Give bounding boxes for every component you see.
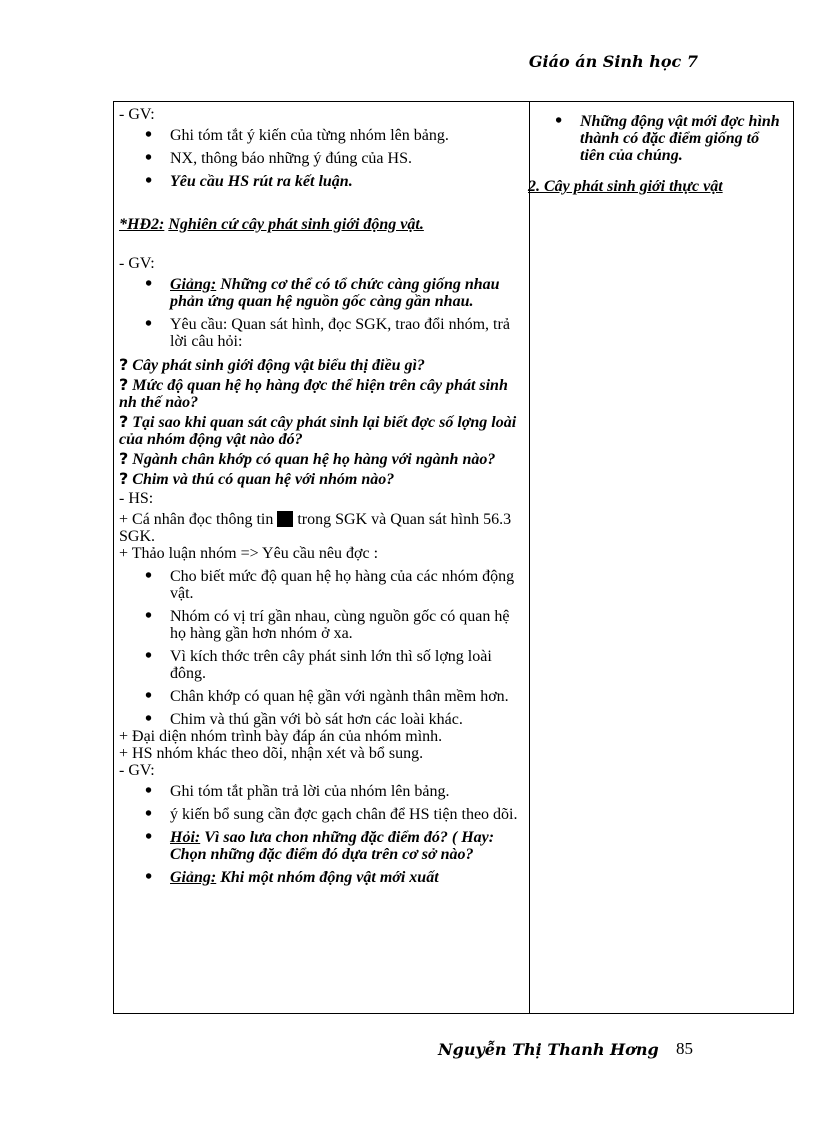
gv3-item: • Ghi tóm tắt phần trả lời của nhóm lên bảng.	[145, 783, 524, 800]
author-name: Nguyễn Thị Thanh Hơng	[438, 1040, 659, 1059]
hs-item: • Vì kích thớc trên cây phát sinh lớn thì số lợng loài đông.	[145, 648, 524, 682]
activities-column	[119, 106, 524, 892]
page-number: 85	[676, 1039, 693, 1058]
hd2-title: Nghiên cứ cây phát sinh giới động vật.	[168, 216, 424, 233]
hs-item: • Chim và thú gần với bò sát hơn các loài khác.	[145, 711, 524, 728]
giang-text-2: Khi một nhóm động vật mới xuất	[216, 869, 439, 886]
question: ? Chim và thú có quan hệ với nhóm nào?	[119, 469, 395, 488]
gv2-list	[119, 276, 524, 350]
hoi-label: Hỏi:	[170, 829, 201, 846]
hs-line-3: + Đại diện nhóm trình bày đáp án của nhóm mình.	[119, 728, 443, 745]
giang-label-2: Giảng:	[170, 869, 217, 886]
gv3-item: • ý kiến bổ sung cần đợc gạch chân để HS tiện theo dõi.	[145, 806, 524, 823]
hd2-label: *HĐ2:	[119, 216, 165, 233]
gv3-list	[119, 783, 524, 886]
gv1-list	[119, 127, 524, 190]
gv1-item: • NX, thông báo những ý đúng của HS.	[145, 150, 524, 167]
giang-item	[145, 276, 524, 310]
hs-item: • Nhóm có vị trí gần nhau, cùng nguồn gốc có quan hệ họ hàng gần hơn nhóm ở xa.	[145, 608, 524, 642]
section-heading-2: 2. Cây phát sinh giới thực vật	[528, 178, 723, 195]
question-mark-icon: ?	[119, 375, 129, 394]
question: ? Mức độ quan hệ họ hàng đợc thể hiện trên cây phát sinh nh thế nào?	[119, 375, 508, 411]
hd2-heading	[119, 216, 524, 233]
content-column	[528, 113, 785, 195]
lesson-table	[113, 101, 794, 1014]
question: ? Tại sao khi quan sát cây phát sinh lại biết đợc số lợng loài của nhóm động vật nào đó?	[119, 412, 517, 448]
gv-label-1: - GV:	[119, 106, 155, 123]
giang-text: Những cơ thể có tổ chức càng giống nhau phản ứng quan hệ nguồn gốc càng gần nhau.	[170, 276, 500, 310]
question: ? Cây phát sinh giới động vật biểu thị điều gì?	[119, 355, 425, 374]
question-mark-icon: ?	[119, 469, 129, 488]
gv-label-3: - GV:	[119, 762, 155, 779]
info-square-icon	[277, 511, 293, 527]
page-header-title: Giáo án Sinh học 7	[528, 52, 698, 71]
gv-label-2: - GV:	[119, 255, 155, 272]
question-list	[119, 356, 524, 488]
right-list	[535, 113, 785, 164]
gv1-item: • Yêu cầu HS rút ra kết luận.	[145, 173, 524, 190]
right-item: • Những động vật mới đợc hình thành có đặc điểm giống tổ tiên của chúng.	[555, 113, 785, 164]
question-mark-icon: ?	[119, 449, 129, 468]
giang-label: Giảng:	[170, 276, 217, 293]
column-divider	[529, 102, 530, 1013]
hs-list	[119, 568, 524, 728]
hs-line-1: + Cá nhân đọc thông tin trong SGK và Quan sát hình 56.3 SGK.	[119, 511, 512, 545]
giang-item-2	[145, 869, 524, 886]
hoi-text: Vì sao lưa chon những đặc điểm đó? ( Hay: Chọn những đặc điểm đó dựa trên cơ sở nào?	[170, 829, 495, 863]
hs-item: • Chân khớp có quan hệ gần với ngành thân mềm hơn.	[145, 688, 524, 705]
hs-item: • Cho biết mức độ quan hệ họ hàng của các nhóm động vật.	[145, 568, 524, 602]
hs-line-2: + Thảo luận nhóm => Yêu cầu nêu đợc :	[119, 545, 379, 562]
hs-label: - HS:	[119, 490, 154, 507]
question: ? Ngành chân khớp có quan hệ họ hàng với ngành nào?	[119, 449, 496, 468]
question-mark-icon: ?	[119, 412, 129, 431]
question-mark-icon: ?	[119, 355, 129, 374]
hoi-item	[145, 829, 524, 863]
yeucau-item: • Yêu cầu: Quan sát hình, đọc SGK, trao đổi nhóm, trả lời câu hỏi:	[145, 316, 524, 350]
gv1-item: • Ghi tóm tắt ý kiến của từng nhóm lên bảng.	[145, 127, 524, 144]
hs-line-4: + HS nhóm khác theo dõi, nhận xét và bổ sung.	[119, 745, 424, 762]
